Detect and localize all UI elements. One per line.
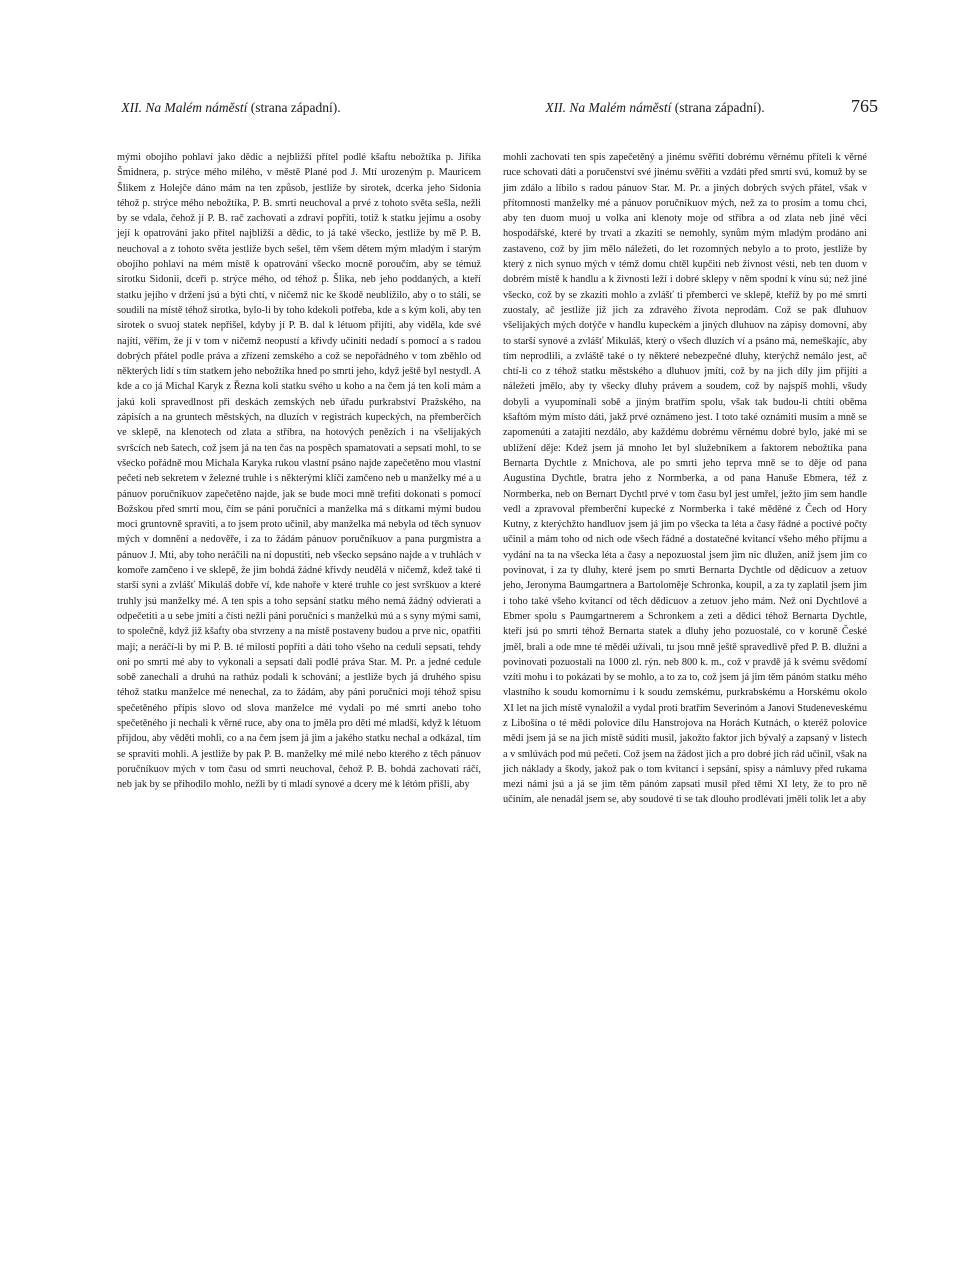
header-right-title: XII. Na Malém náměstí [545,100,672,115]
header-left-title: XII. Na Malém náměstí [121,100,248,115]
text-column-left [117,150,481,792]
text-column-right [503,150,867,808]
header-left-subtitle: (strana západní). [250,100,341,115]
page-number: 765 [851,96,878,116]
right-column-text: mohli zachovati ten spis zapečetěný a jinému svěřiti dobrému věrnému příteli k věrné ruce schovati dáti a poručenství své jinému svěřiti a vzdáti před smrtí svú, komuž by se jim zdálo a líbilo s radou pánuov Star. M. Pr. a jiných dobrých svých přátel, však v přítomnosti manželky mé a pánuov poručníkuov mých, než za to prosím a tomu chci, aby ten duom muoj u volka ani klenoty moje od stříbra a od zlata neb jiné věci hospodářské, které by trvati a zkaziti se nemohly, synům mým mladým prodáno ani zastaveno, což by jim mělo náležeti, do let rozomných nebylo a to proto, jestliže by který z nich synuo mých v témž domu chtěl kupčiti neb živnost vésti, neb ten duom v dobrém místě k handlu a k živnosti leží i dobré sklepy v něm spodní k vínu sú; než jiné všecko, což by se zkaziti mohlo a zvlášť ti přemberci ve sklepě, kteříž by po mé smrti zuostaly, ač jestliže již jich za zdravého života neprodám. Což se pak dluhuov všelijakých mých dotýče v handlu kupeckém a jiných dluhuov na zápisy domovní, aby to starší synové a zvlášť Mikuláš, který o všech dluzích ví a psáno má, nemeškajíc, aby tím neprodlili, a zvláště také o ty některé nebezpečné dluhy, kterýchž nemálo jest, ač chtí-li co z téhož statku městského a dluhuov jmíti, což by na jich díly jim přijíti a náležeti jmělo, aby ty všecky dluhy právem a soudem, což by najspíš mohli, všudy dobyli a vyupomínali sobě a jiným bratřím spolu, však tak budou-li chtíti oběma kšaftóm mým místo dáti, jakž prvé oznámeno jest. I toto také oznámiti musím a mně se zapomenúti a zatajiti nezdálo, aby každému dobrému věrnému dobré bylo, jaké mi se ublížení děje: Kdež jsem já mnoho let byl služebníkem a faktorem nebožtíka pana Bernarta Dychtle z Mnichova, ale po smrti jeho teprva mně se to děje od pana Augustina Dychtle, bratra jeho z Normberka, a od pana Hanuše Ebmera, též z Normberka, neb on Bernart Dychtl prvé v tom času byl jest umřel, ježto jim sem handle vedl a zpravoval přemberční kupecké z Normberka i také měděné z Čech od Hory Kutny, z kterýchžto handluov jsem já jim po všecka ta léta a časy řádné a poctivé počty učinil a mám toho od nich ode všech řádné a dostatečné kvitancí všeho mého příjmu a vydání na ta na všecka léta a časy a nepozuostal jsem jim nic dlužen, aniž jsem jim co povinovat, i za ty dluhy, které jsem po smrti Bernarta Dychtle od dědicuov a zetuov jeho, Jeronyma Baumgartnera a Bartoloměje Schronka, koupil, a za ty zaplatil jsem jim i toho také všeho kvitancí od těch dědicuov a zetuov jeho mám. Než oni Dychtlové a Ebmer spolu s Paumgartnerem a Schronkem a zeti a dědici téhož Bernarta Dychtle, kteří jsú po smrti téhož Bernarta statek a dluhy jeho pozuostalé, co v koruně České jměl, brali a ode mne té měděi užívali, tu jsou mně ještě spravedlivě před P. B. dlužni a povinovati pozuostali na 1000 zl. rýn. neb 800 k. m., což v pravdě já k svému svědomí vzíti mohu i to pokázati by se mohlo, a to za to, což jsem já jim těm pánóm statku mého vlastního k soudu komornímu i k soudu zemskému, purkrabskému a Horskému okolo XI let na jich místě vynaložil a vydal proti bratřím Severinóm a Janovi Studeneveskému z Libošína o té mědi polovice dílu Hanstrojova na Horách Kutnách, o kteréž polovice mědi jsem já se na jich místě súditi musil, jakožto faktor jich bývalý a zapsaný v listech a v smlúvách pod mú pečetí. Což jsem na žádost jich a pro dobré jich rád učinil, však na jich náklady a škody, jakož pak o tom kvitancí i sepsání, spisy a námluvy před rukama mezi námi jsú a já se jim těm pánóm zapsati musil před těmi XI lety, že to pro ně učiním, ale nenadál jsem se, aby soudové ti se tak dlouho prodlévati jměli tolik let a aby [503,152,867,806]
running-header-left [0,98,462,118]
left-column-text: mými obojího pohlaví jako dědic a nejbližší přítel podlé kšaftu nebožtíka p. Jiříka Šmidnera, p. strýce mého milého, v městě Plané pod J. Mtí urozeným p. Mauricem Šlikem z Holejče dáno mám na ten způsob, jestliže by sirotek, dcerka jeho Sidonia téhož p. strýce mého nebožtíka, P. B. smrti neuchoval a prvé z tohoto světa sešla, nežli by se vdala, čehož jí P. B. rač zachovati a zdraví popříti, totiž k statku jejímu a osoby její k opatrování jako přítel najbližší a dědic, to já také všecko, jestliže by mě P. B. neuchoval a z tohoto světa jestliže bych sešel, těm všem dětem mým mladým i starým obojího pohlaví na mém místě k opatrování všecko mocně poroučím, aby se témuž sirotku Sidonii, dceři p. strýce mého, od téhož p. Šlika, neb jeho poddaných, a kteří statku jejího v držení jsú a býti chtí, v ničemž nic ke škodě neublížilo, aby o to stáli, se soudili na místě téhož sirotka, bylo-li by toho kdekoli potřeba, kde a s kým koli, aby ten sirotek o svuoj statek nepřišel, kdyby jí P. B. dal k létuom přijíti, aby viděla, kde své najíti, věřím, že jí v tom v ničemž neopustí a křivdy učiniti nedadí s pomocí a s radou dobrých přátel podle práva a zřízení zemského a což se nepořádného v tom zběhlo od některých lidí s tím statkem jeho nebožtíka hned po smrti jeho, když ještě byl nestydl. A kde a co já Michal Karyk z Řezna koli statku svého u koho a na čem já ten koli mám a jakú koli spravedlnost při deskách zemských neb úřadu purkrabství Pražského, na zápisích a na gruntech městských, na dluzích v registrách kupeckých, na přemberčích ve sklepě, na klenotech od zlata a stříbra, na hotových penězích i na všelijakých svršcích neb šatech, což jsem já na ten čas na pospěch spamatovati a sepsati mohl, to se všecko pořádně mou Michala Karyka rukou vlastní psáno najde zapečetěno mou vlastní pečetí neb sekretem v železné truhle i s některými klíči zamčeno neb u manželky mé a u pánuov poručníkuov zapečetěno najde, jak se bude moci mně trefiti dokonati s pomocí Božskou před smrtí mou, čím se páni poručníci a manželka má s dítkami mými budou moci gruntovně spraviti, a to jsem proto učinil, aby manželka má nebyla od těch synuov mých v domnění a nedověře, i za to žádám pánuov poručníkuov a pana purgmistra a pánuov J. Mti, aby toho neráčili na ní dopustiti, neb všecko sepsáno najde a v truhlách v komoře zamčeno i ve sklepě, že jim bohdá žádné křivdy neudělá v ničemž, kdež také ti starší syni a zvlášť Mikuláš dobře ví, kde nahoře v které truhle co jest svrškuov a které truhly jsú manželky mé. A ten spis a toho sepsání statku mého nemá žádný odvierati a odpečetiti a u sebe jmíti a čísti nežli páni poručníci s manželkú mú a s syny mými sami, to společně, když již kšafty oba stvrzeny a na místě postaveny budou a prve nic, opatřiti mají; a neráčí-li by mi P. B. té milosti popříti a dáti toho všeho na ceduli sepsati, tehdy oni po smrti mé aby to vykonali a sepsati dali podlé práva Star. M. Pr. a jedné cedule sobě zanechali a druhú na rathúz podali k schování; a jestliže bych já druhého spisu téhož statku manželce mé nenechal, za to žádám, aby páni poručníci moji téhož spisu spečetěného přípis slovo od slova manželce mé vydali po mé smrti anebo toho spečetěného jí nechali k věrné ruce, aby ona to jměla pro děti mé mladší, když k létuom přijdou, aby věděti mohli, co a na čem jsem já jim a jakého statku nechal a odkázal, tím se spraviti mohli. A jestliže by pak P. B. manželky mé milé nebo kterého z těch pánuov poručníkuov mých v tom času od smrti neuchoval, čehož P. B. bohdá zachovati ráčí, neb jak by se přihodilo mohlo, nežli by ti mladí synové a dcery mé k létóm přišli, aby [117,152,481,791]
running-header-right [500,98,810,118]
header-right-subtitle: (strana západní). [674,100,765,115]
